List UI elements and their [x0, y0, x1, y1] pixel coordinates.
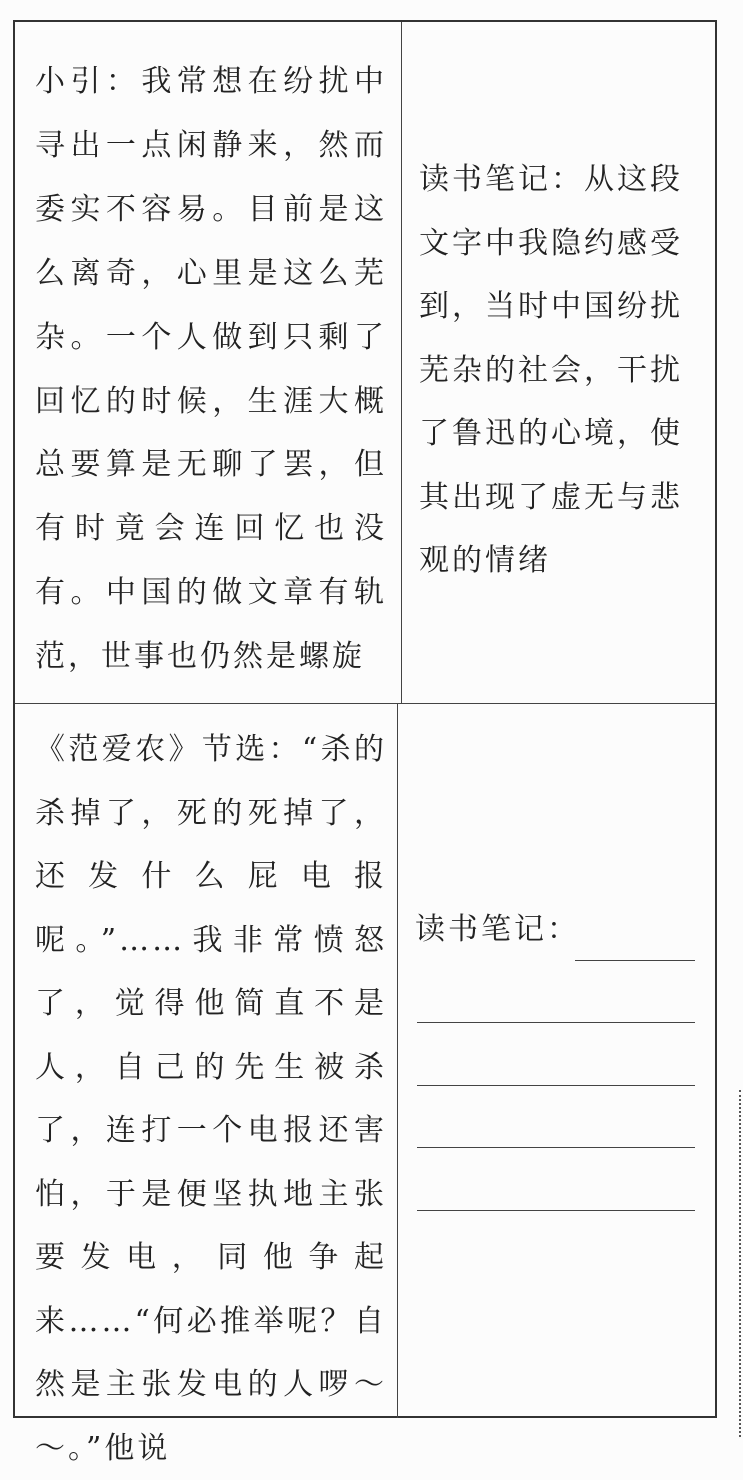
answer-blank-line[interactable] — [417, 1147, 695, 1148]
margin-dotted-line — [739, 1090, 741, 1437]
note-cell — [401, 22, 715, 703]
answer-blank-line[interactable] — [417, 1085, 695, 1086]
reading-notes-table — [13, 20, 717, 1466]
excerpt-cell — [15, 22, 401, 703]
note-cell — [397, 704, 715, 1418]
excerpt-cell — [15, 704, 397, 1466]
excerpt-text: 小引：我常想在纷扰中寻出一点闲静来，然而委实不容易。目前是这么离奇，心里是这么芜杂。一个人做到只剩了回忆的时候，生涯大概总要算是无聊了罢，但有时竟会连回忆也没有。中国的做文章有轨范，世事也仍然是螺旋 — [35, 64, 387, 675]
reading-note-text: 读书笔记：从这段文字中我隐约感受到，当时中国纷扰芜杂的社会，干扰了鲁迅的心境，使其出现了虚无与悲观的情绪 — [419, 162, 683, 578]
answer-blank-line[interactable] — [417, 1022, 695, 1023]
table-row — [15, 704, 715, 1466]
answer-blank-line[interactable] — [575, 960, 695, 961]
excerpt-text: 《范爱农》节选：“杀的杀掉了，死的死掉了，还发什么屁电报呢。”……我非常愤怒了，觉得他简直不是人，自己的先生被杀了，连打一个电报还害怕，于是便坚执地主张要发电，同他争起来……“何必推举呢？自然是主张发电的人啰～～。”他说 — [35, 732, 387, 1466]
answer-blank-line[interactable] — [417, 1210, 695, 1211]
reading-note-label: 读书笔记： — [415, 912, 580, 947]
table-row — [15, 22, 715, 704]
